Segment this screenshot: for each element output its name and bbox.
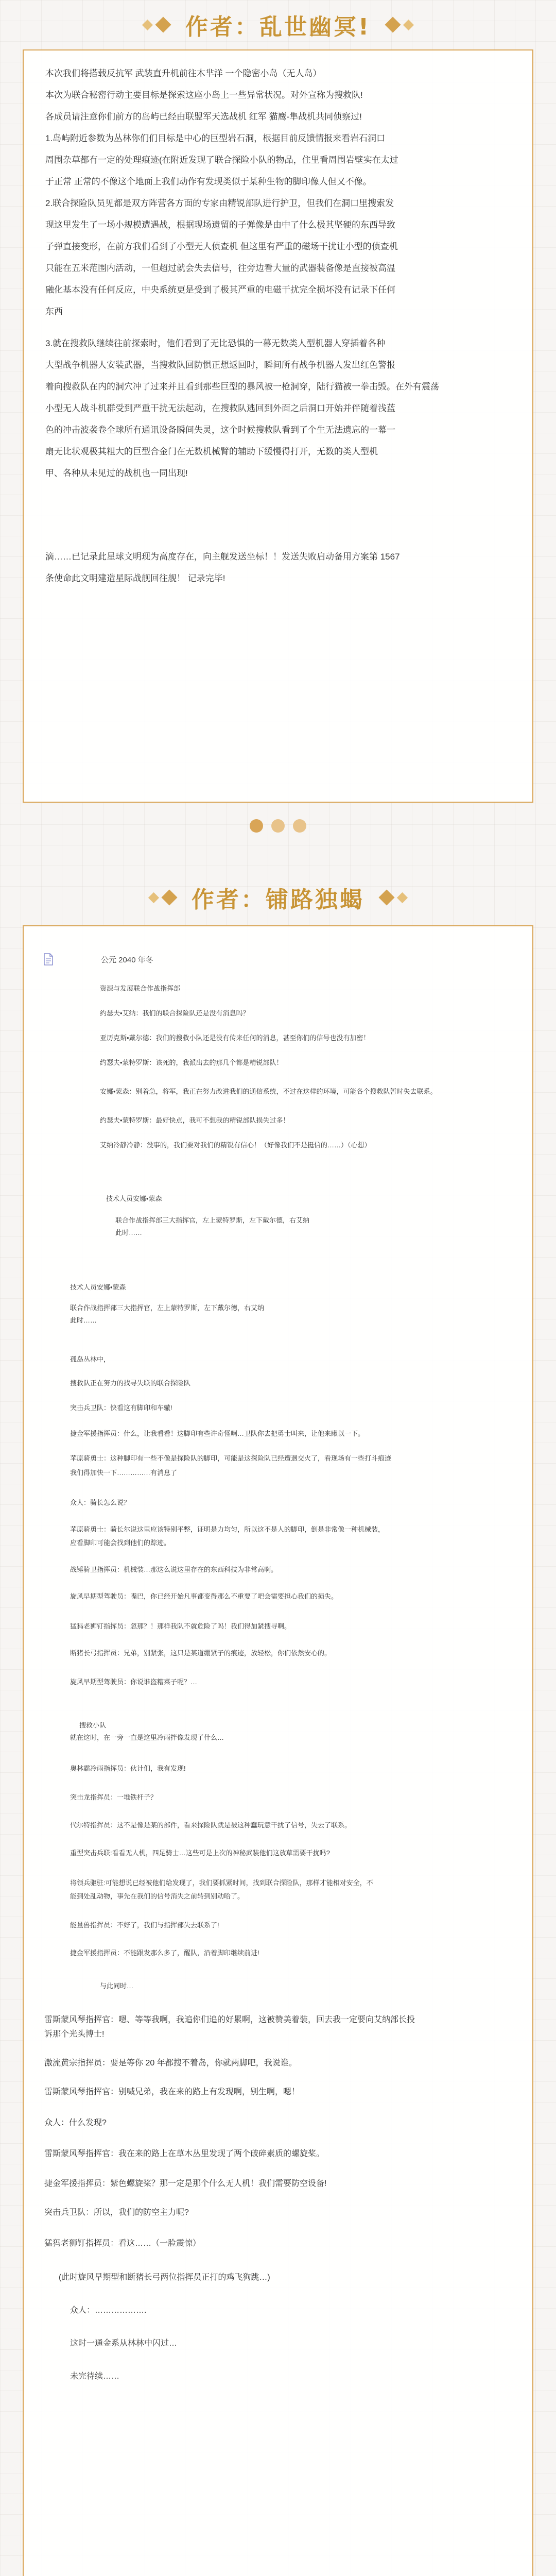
dot xyxy=(271,819,285,833)
script-line: 雷斯蒙风琴指挥官：我在来的路上在草木丛里发现了两个破碎素质的螺旋桨。 xyxy=(44,2149,325,2158)
paragraph: 色的冲击波袭卷全球所有通讯设备瞬间失灵，这个时候搜救队看到了个生无法遗忘的一幕一 xyxy=(45,425,395,435)
paragraph: 本次为联合秘密行动主要目标是探索这座小岛上一些异常状况。对外宣称为搜救队! xyxy=(45,90,363,100)
script-line: 孤岛丛林中， xyxy=(70,1355,111,1363)
script-line: 众人：骑长怎么说？ xyxy=(70,1499,131,1506)
left-diamonds xyxy=(141,19,172,30)
right-diamonds xyxy=(378,892,409,903)
script-line: 应看脚印可能会找到他们的踪迹。 xyxy=(70,1539,171,1547)
script-line: 将领兵驱驻:可能想说已经被他们给发现了，我们要抓紧时间，找到联合探险队，那样才能相对安全，不 xyxy=(70,1879,373,1887)
paragraph: 甲、各种从未见过的战机也一同出现! xyxy=(45,468,188,478)
paragraph: 着向搜救队在内的洞穴冲了过来并且看到那些巨型的暴风被一枪洞穿，陆行猫被一拳击毁。在外有震荡 xyxy=(45,382,439,392)
script-line: 重型突击兵联:看看无人机，四足骑士…这些可是上次的神秘武装他们这放草需要干扰吗? xyxy=(70,1849,330,1857)
doc-header xyxy=(43,953,54,965)
script-line: 苹原骑勇士：这种脚印有一些不像是探险队的脚印，可能是这探险队已经遭遇交火了，看现场有一些打斗痕迹 xyxy=(70,1454,392,1462)
script-line: 约瑟夫•蒙特罗斯：该死的，我派出去的那几个都是精锐部队！ xyxy=(100,1059,283,1066)
script-line: 我们得加快一下……………有消息了 xyxy=(70,1469,178,1477)
script-line: 资源与发展联合作战指挥部 xyxy=(100,985,181,992)
left-diamonds xyxy=(147,892,178,903)
script-line: 突击兵卫队：快看这有脚印和车辙! xyxy=(70,1404,172,1412)
script-line: 战锤骑卫指挥员：机械装…那这么说这里存在的东西科技为非常高啊。 xyxy=(70,1566,278,1573)
paragraph: 子弹直接变形，在前方我们看到了小型无人侦查机 但这里有严重的磁场干扰让小型的侦查机 xyxy=(45,242,398,251)
script-line: 此时…… xyxy=(115,1229,143,1236)
script-line: 能到处乱动物，事先在我们的信号消失之前转到别动哈了。 xyxy=(70,1892,245,1900)
script-line: 与此同时… xyxy=(100,1982,134,1990)
script-line: 奥林霸冷雨指挥员：伙计们，我有发现! xyxy=(70,1765,186,1772)
script-line: 旋风早期型驾驶员：你说谁盗糟菜子呢？… xyxy=(70,1678,198,1686)
script-line: 联合作战指挥部三大指挥官，左上蒙特罗斯，左下戴尔德，右艾纳 xyxy=(115,1216,310,1224)
dot xyxy=(293,819,306,833)
script-line: (此时旋风早期型和断猪长弓两位指挥员正打的鸡飞狗跳…) xyxy=(59,2273,270,2282)
script-line: 就在这时，在一旁一直是这里冷雨拌像发现了什么… xyxy=(70,1734,224,1741)
script-line: 艾纳冷静冷静：没事的，我们要对我们的精锐有信心！（好像我们不是挺信的……）（心想） xyxy=(100,1141,371,1149)
section-2-title: 作者：铺路独蝎 xyxy=(192,887,364,913)
script-line: 雷斯蒙风琴指挥官：嗯、等等我啊，我追你们追的好累啊，这被赞美着装，回去我一定要向艾纳部长投 xyxy=(44,2015,415,2024)
paragraph: 现这里发生了一场小规模遭遇战，根据现场遗留的子弹像是由中了什么极其坚硬的东西导致 xyxy=(45,220,395,230)
script-line: 猛犸老狮钉指挥员：忽那？！那样我队不就危险了吗！我们得加紧搜寻啊。 xyxy=(70,1622,291,1630)
paragraph: 扇无比状观极其粗大的巨型合金门在无数机械臂的辅助下缓慢得打开，无数的类人型机 xyxy=(45,447,378,456)
script-line: 搜救小队 xyxy=(79,1721,107,1729)
script-line: 技术人员安娜•蒙森 xyxy=(106,1195,162,1202)
script-line: 能量兽指挥员：不好了，我们与指挥部失去联系了! xyxy=(70,1921,219,1929)
story-panel-1 xyxy=(23,49,533,803)
script-line: 安娜•蒙森：别着急，将军，我正在努力改进我们的通信系统，不过在这样的环境，可能各个搜救队暂时失去联系。 xyxy=(100,1088,437,1095)
paragraph: 只能在五米范围内活动，一但超过就会失去信号，往旁边看大量的武器装备像是直接被高温 xyxy=(45,263,395,273)
dot xyxy=(250,819,263,833)
paragraph: 各成员请注意你们前方的岛屿已经由联盟军天选战机 红军 猫鹰-隼战机共同侦察过! xyxy=(45,112,362,122)
script-line: 捷金军援指挥员：什么，让我看看！这脚印有些许奇怪啊…卫队你去把勇士叫来，让他来瞅以一下。 xyxy=(70,1430,365,1437)
script-line: 诉那个光头博士! xyxy=(44,2030,105,2039)
script-line: 捷金军援指挥员：不能跟发那么多了，醒队，沿着脚印继续前进! xyxy=(70,1949,259,1957)
paragraph: 小型无人战斗机群受到严重干扰无法起动，在搜救队逃回到外面之后洞口开始并伴随着浅蓝 xyxy=(45,403,395,413)
script-line: 联合作战指挥部三大指挥官，左上蒙特罗斯，左下戴尔德，右艾纳 xyxy=(70,1304,265,1312)
paragraph: 周围杂草都有一定的处理痕迹(在附近发现了联合探险小队的物品，住里看周围岩壁实在太过 xyxy=(45,155,398,165)
page-dots xyxy=(0,819,556,833)
script-line: 突击龙指挥员：一堆铁杆子？ xyxy=(70,1793,158,1801)
right-diamonds xyxy=(384,19,415,30)
paragraph: 3.就在搜救队继续往前探索时，他们看到了无比恐惧的一幕无数类人型机器人穿插着各种 xyxy=(45,338,386,348)
paragraph: 大型战争机器人安装武器，当搜救队回防惧正想返回时，瞬间所有战争机器人发出红色警报 xyxy=(45,360,395,370)
script-line: 这时一通金系从林林中闪过… xyxy=(70,2339,178,2348)
document-icon xyxy=(43,953,54,965)
paragraph: 滴……已记录此星球文明现为高度存在，向主舰发送坐标！！发送失败启动备用方案第 1567 xyxy=(45,552,400,562)
section-2-header xyxy=(0,882,556,913)
paragraph: 融化基本没有任何反应，中央系统更是受到了极其严重的电磁干扰完全损坏没有记录下任何 xyxy=(45,285,395,295)
script-line: 众人：什么发现? xyxy=(44,2119,107,2127)
doc-year-line: 公元 2040 年冬 xyxy=(101,956,153,964)
script-line: 猛犸老狮钉指挥员：看这……（一脸震惊） xyxy=(44,2239,201,2248)
section-1-title: 作者：乱世幽冥! xyxy=(185,14,371,40)
paragraph: 东西 xyxy=(45,307,63,316)
paragraph: 条使命此文明建造星际战舰回往舰！ 记录完毕! xyxy=(45,573,225,583)
story-article-1 xyxy=(24,50,532,589)
script-line: 约瑟夫•艾纳：我们的联合探险队还是没有消息吗？ xyxy=(100,1009,250,1017)
script-line: 旋风早期型驾驶员：嘴巴，你已经开始凡事都变得那么不重要了吧会需要担心我们的损失。 xyxy=(70,1592,338,1600)
paragraph: 本次我们将搭载反抗军 武装直升机前往木芈洋 一个隐密小岛（无人岛） xyxy=(45,69,322,78)
script-line: 搜救队正在努力的找寻失联的联合探险队 xyxy=(70,1379,191,1387)
script-line: 约瑟夫•蒙特罗斯：最好快点，我可不想我的精锐部队损失过多！ xyxy=(100,1116,290,1124)
script-line: 代尔特指挥员：这不是像是某的部件，看来探险队就是被这种蠢玩意干扰了信号，失去了联系。 xyxy=(70,1821,352,1829)
script-line: 亚历克斯•戴尔德：我们的搜救小队还是没有传来任何的消息，甚至你们的信号也没有加密！ xyxy=(100,1034,370,1042)
story-panel-2 xyxy=(23,925,533,2576)
script-line: 捷金军援指挥员：紫色螺旋桨？那一定是那个什么无人机！我们需要防空设备! xyxy=(44,2179,327,2188)
script-line: 未完待续…… xyxy=(70,2372,120,2381)
script-line: 断猪长弓指挥员：兄弟，别紧张，这只是某道绷紧子的痕迹，放轻松，你们依然安心的。 xyxy=(70,1649,332,1657)
paragraph: 于正常 正常的不像这个地面上我们动作有发现类似于某种生物的脚印像人但又不像。 xyxy=(45,177,372,187)
script-line: 雷斯蒙风琴指挥官：别喊兄弟，我在来的路上有发现啊，别生啊，嗯！ xyxy=(44,2088,300,2096)
paragraph: 1.岛屿附近参数为丛林你们们目标是中心的巨型岩石洞，根据目前反馈情报来看岩石洞口 xyxy=(45,133,386,143)
script-line: 技术人员安娜•蒙森 xyxy=(70,1283,126,1291)
script-line: 此时…… xyxy=(70,1316,97,1324)
section-1-header xyxy=(0,9,556,40)
script-line: 众人：………………. xyxy=(70,2306,147,2315)
script-line: 激流黄宗指挥员：要是等你 20 年都搜不着岛，你就两脚吧，我说谁。 xyxy=(44,2059,297,2067)
paragraph: 2.联合探险队员见都是双方阵营各方面的专家由精锐部队进行护卫，但我们在洞口里搜索发 xyxy=(45,198,394,208)
script-line: 突击兵卫队：所以，我们的防空主力呢? xyxy=(44,2208,189,2217)
script-line: 苹原骑勇士：骑长尔说这里应该特别平整，证明是力均匀，所以这不是人的脚印，倒是非常像一种机械装， xyxy=(70,1526,385,1533)
